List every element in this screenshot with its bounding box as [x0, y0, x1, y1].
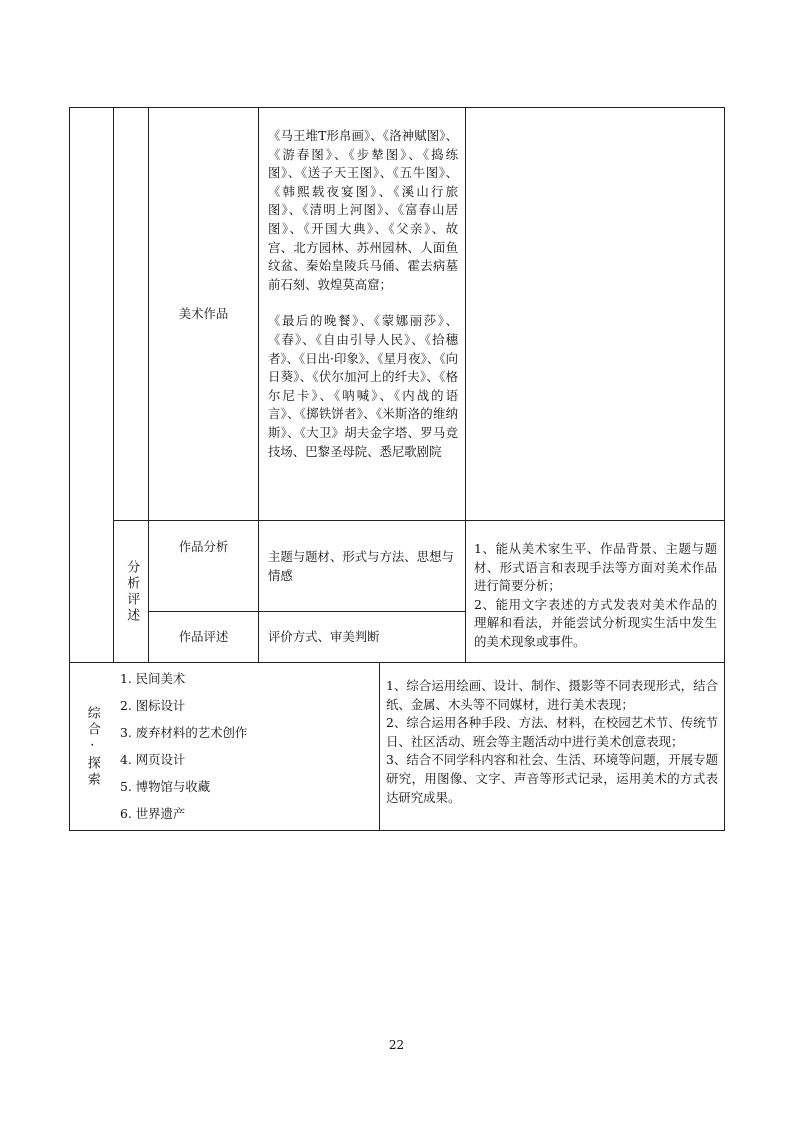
- comprehensive-item: 5. 博物馆与收藏: [120, 779, 211, 794]
- work-analysis-content: 主题与题材、形式与方法、思想与情感: [268, 549, 454, 583]
- chinese-art-works: 《马王堆T形帛画》、《洛神赋图》、《游春图》、《步辇图》、《捣练图》、《送子天王图》、《五牛图》、《韩熙载夜宴图》、《溪山行旅图》、《清明上河图》、《富春山居图》、《开国大典》、《父亲》、故宫、北方园林、苏州园林、人面鱼纹盆、秦始皇陵兵马俑、霍去病墓前石刻、敦煌莫高窟；: [268, 128, 458, 292]
- analysis-requirement-item: 1、能从美术家生平、作品背景、主题与题材、形式语言和表现手法等方面对美术作品进行简要分析；: [474, 541, 717, 594]
- table-bottom-border: [69, 830, 725, 831]
- comprehensive-requirements: [386, 677, 718, 807]
- art-works-label: 美术作品: [178, 305, 229, 321]
- col-divider-3: [258, 107, 259, 663]
- page-number: 22: [388, 1038, 405, 1052]
- row-divider-analysis: [113, 520, 725, 521]
- comprehensive-category-label: 综合·探索: [84, 705, 100, 788]
- row-divider-comprehensive: [69, 662, 725, 663]
- comprehensive-item: 1. 民间美术: [120, 671, 186, 686]
- comprehensive-requirement-item: 1、综合运用绘画、设计、制作、摄影等不同表现形式，结合纸、金属、木头等不同媒材，进行美术表现；: [386, 678, 718, 712]
- analysis-category: [114, 521, 148, 662]
- analysis-category-label: 分析评述: [124, 559, 140, 624]
- work-review-label: 作品评述: [178, 628, 229, 644]
- comprehensive-item: 4. 网页设计: [120, 752, 186, 767]
- analysis-requirements: [474, 540, 717, 652]
- comprehensive-requirement-item: 3、结合不同学科内容和社会、生活、环境等问题，开展专题研究，用图像、文字、声音等形式记录，运用美术的方式表达研究成果。: [386, 752, 718, 805]
- comprehensive-requirement-item: 2、综合运用各种手段、方法、材料，在校园艺术节、传统节日、社区活动、班会等主题活动中进行美术创意表现；: [386, 715, 718, 749]
- comprehensive-item: 3. 废弃材料的艺术创作: [120, 725, 248, 740]
- art-works-list: [268, 127, 458, 461]
- col-divider-4: [465, 107, 466, 663]
- comprehensive-item: 6. 世界遗产: [120, 806, 186, 821]
- table-right-border: [724, 107, 725, 831]
- work-analysis-label: 作品分析: [178, 539, 229, 554]
- comprehensive-item: 2. 图标设计: [120, 698, 186, 713]
- col-divider-comprehensive: [379, 662, 380, 831]
- analysis-requirement-item: 2、能用文字表述的方式发表对美术作品的理解和看法，并能尝试分析现实生活中发生的美术现象或事件。: [474, 596, 717, 649]
- work-review-content: 评价方式、审美判断: [268, 629, 380, 644]
- comprehensive-category: [70, 663, 113, 830]
- foreign-art-works: 《最后的晚餐》、《蒙娜丽莎》、《春》、《自由引导人民》、《拾穗者》、《日出·印象》、《星月夜》、《向日葵》、《伏尔加河上的纤夫》、《格尔尼卡》、《呐喊》、《内战的语言》、《掷铁饼者》、《米斯洛的维纳斯》、《大卫》胡夫金字塔、罗马竞技场、巴黎圣母院、悉尼歌剧院: [268, 313, 458, 459]
